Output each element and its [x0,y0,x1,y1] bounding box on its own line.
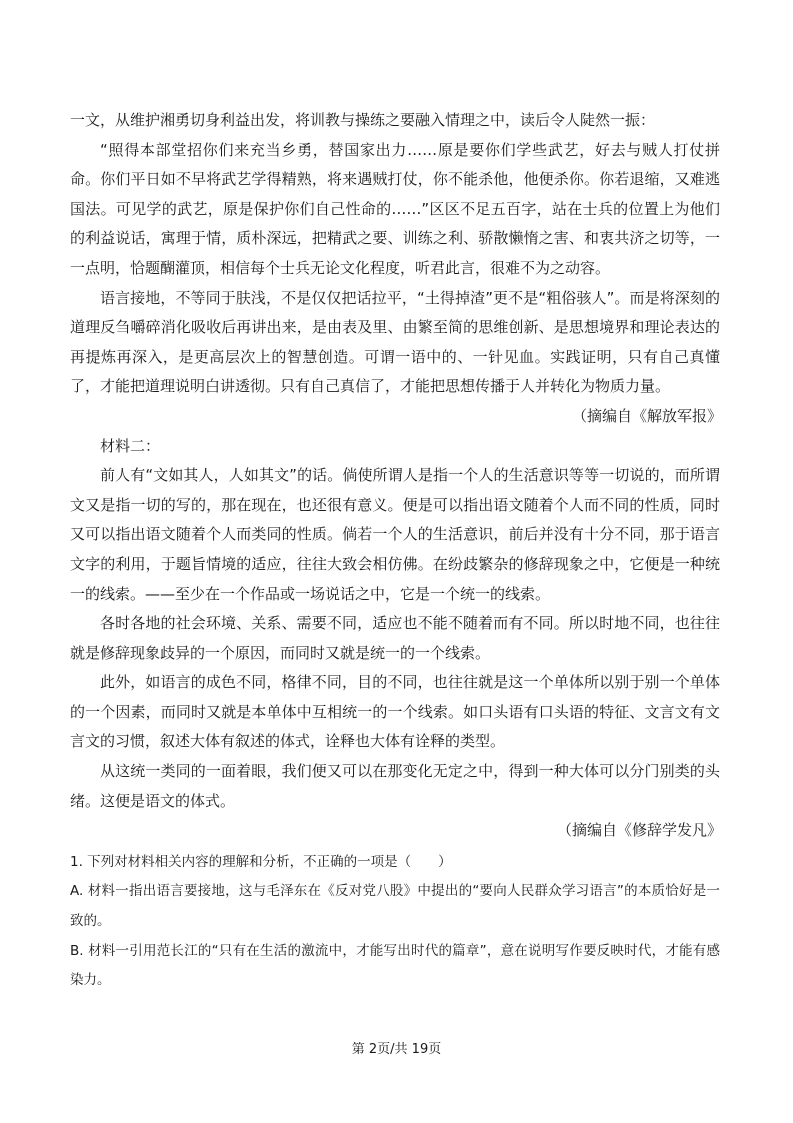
paragraph-quote: “照得本部堂招你们来充当乡勇，替国家出力……原是要你们学些武艺，好去与贼人打仗拼命。你们平日如不早将武艺学得精熟，将来遇贼打仗，你不能杀他，他便杀你。你若退缩，又难逃国法。可见学的武艺，原是保护你们自己性命的……”区区不足五百字，站在士兵的位置上为他们的利益说话，寓理于情，质朴深远，把精武之要、训练之利、骄散懒惰之害、和衷共济之切等，一一点明，恰题醐灌顶，相信每个士兵无论文化程度，听君此言，很难不为之动容。 [70,140,720,277]
source-citation-2: （摘编自《修辞学发凡》 [556,821,722,840]
paragraph-style: 从这统一类同的一面着眼，我们便又可以在那变化无定之中，得到一种大体可以分门别类的头绪。这便是语文的体式。 [70,762,720,810]
question-option-b: B. 材料一引用范长江的“只有在生活的激流中，才能写出时代的篇章”，意在说明写作要反映时代，才能有感染力。 [70,942,720,989]
document-body [70,106,720,996]
question-stem: 1. 下列对材料相关内容的理解和分析，不正确的一项是（ ） [70,853,452,870]
paragraph-language-grounded: 语言接地，不等同于肤浅，不是仅仅把话拉平，“土得掉渣”更不是“粗俗骇人”。而是将深刻的道理反刍嚼碎消化吸收后再讲出来，是由表及里、由繁至简的思维创新、是思想境界和理论表达的再提炼再深入，是更高层次上的智慧创造。可谓一语中的、一针见血。实践证明，只有自己真懂了，才能把道理说明白讲透彻。只有自己真信了，才能把思想传播于人并转化为物质力量。 [70,288,720,396]
material-2-label: 材料二： [100,436,161,455]
page-footer: 第 2页/共 19页 [351,1042,442,1057]
question-option-a: A. 材料一指出语言要接地，这与毛泽东在《反对党八股》中提出的“要向人民群众学习语言”的本质恰好是一致的。 [70,883,720,930]
paragraph-language-quality: 此外，如语言的成色不同，格律不同，目的不同，也往往就是这一个单体所以别于别一个单体的一个因素，而同时又就是本单体中互相统一的一个线索。如口头语有口头语的特征、文言文有文言文的习惯，叙述大体有叙述的体式，诠释也大体有诠释的类型。 [70,673,720,751]
source-citation-1: （摘编自《解放军报》 [571,406,722,425]
paragraph-intro: 一文，从维护湘勇切身利益出发，将训教与操练之要融入情理之中，读后令人陡然一振： [70,111,656,129]
paragraph-wen-ru-qi-ren: 前人有“文如其人，人如其文”的话。倘使所谓人是指一个人的生活意识等等一切说的，而所谓文又是指一切的写的，那在现在，也还很有意义。便是可以指出语文随着个人而不同的性质，同时又可以指出语文随着个人而类同的性质。倘若一个人的生活意识，前后并没有十分不同，那于语言文字的利用，于题旨情境的适应，往往大致会相仿佛。在纷歧繁杂的修辞现象之中，它便是一种统一的线索。——至少在一个作品或一场说话之中，它是一个统一的线索。 [70,466,720,603]
paragraph-social-environment: 各时各地的社会环境、关系、需要不同，适应也不能不随着而有不同。所以时地不同，也往往就是修辞现象歧异的一个原因，而同时又就是统一的一个线索。 [70,614,720,662]
